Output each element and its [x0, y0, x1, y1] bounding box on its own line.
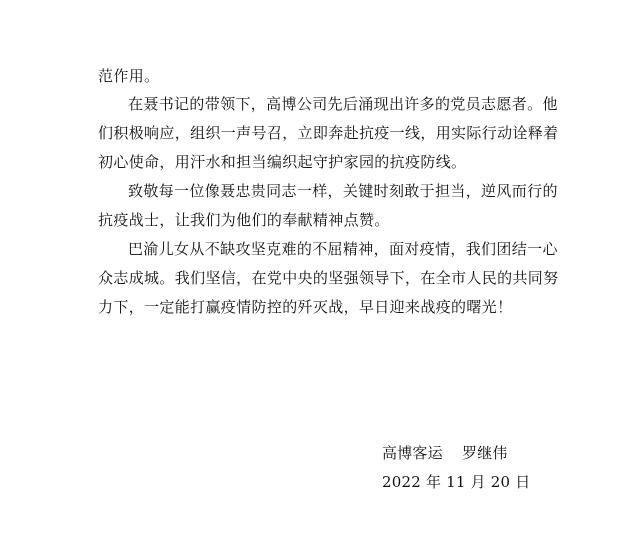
text-line-3: 们积极响应，组织一声号召，立即奔赴抗疫一线，用实际行动诠释着	[98, 124, 559, 142]
text-line-5: 致敬每一位像聂忠贵同志一样，关键时刻敢于担当，逆风而行的	[128, 182, 558, 200]
text-line-2: 在聂书记的带领下，高博公司先后涌现出许多的党员志愿者。他	[128, 95, 558, 113]
text-line-6: 抗疫战士，让我们为他们的奉献精神点赞。	[98, 211, 390, 229]
text-line-8: 众志成城。我们坚信，在党中央的坚强领导下，在全市人民的共同努	[98, 269, 559, 287]
text-line-4: 初心使命，用汗水和担当编织起守护家园的抗疫防线。	[98, 153, 467, 171]
signature-date: 2022 年 11 月 20 日	[382, 473, 531, 491]
signature-organization: 高博客运	[382, 444, 443, 462]
signature-name: 罗继伟	[462, 444, 508, 462]
text-line-1: 范作用。	[98, 67, 160, 85]
text-line-7: 巴渝儿女从不缺攻坚克难的不屈精神，面对疫情，我们团结一心	[128, 240, 558, 258]
text-line-9: 力下，一定能打赢疫情防控的歼灭战，早日迎来战疫的曙光！	[98, 298, 513, 316]
